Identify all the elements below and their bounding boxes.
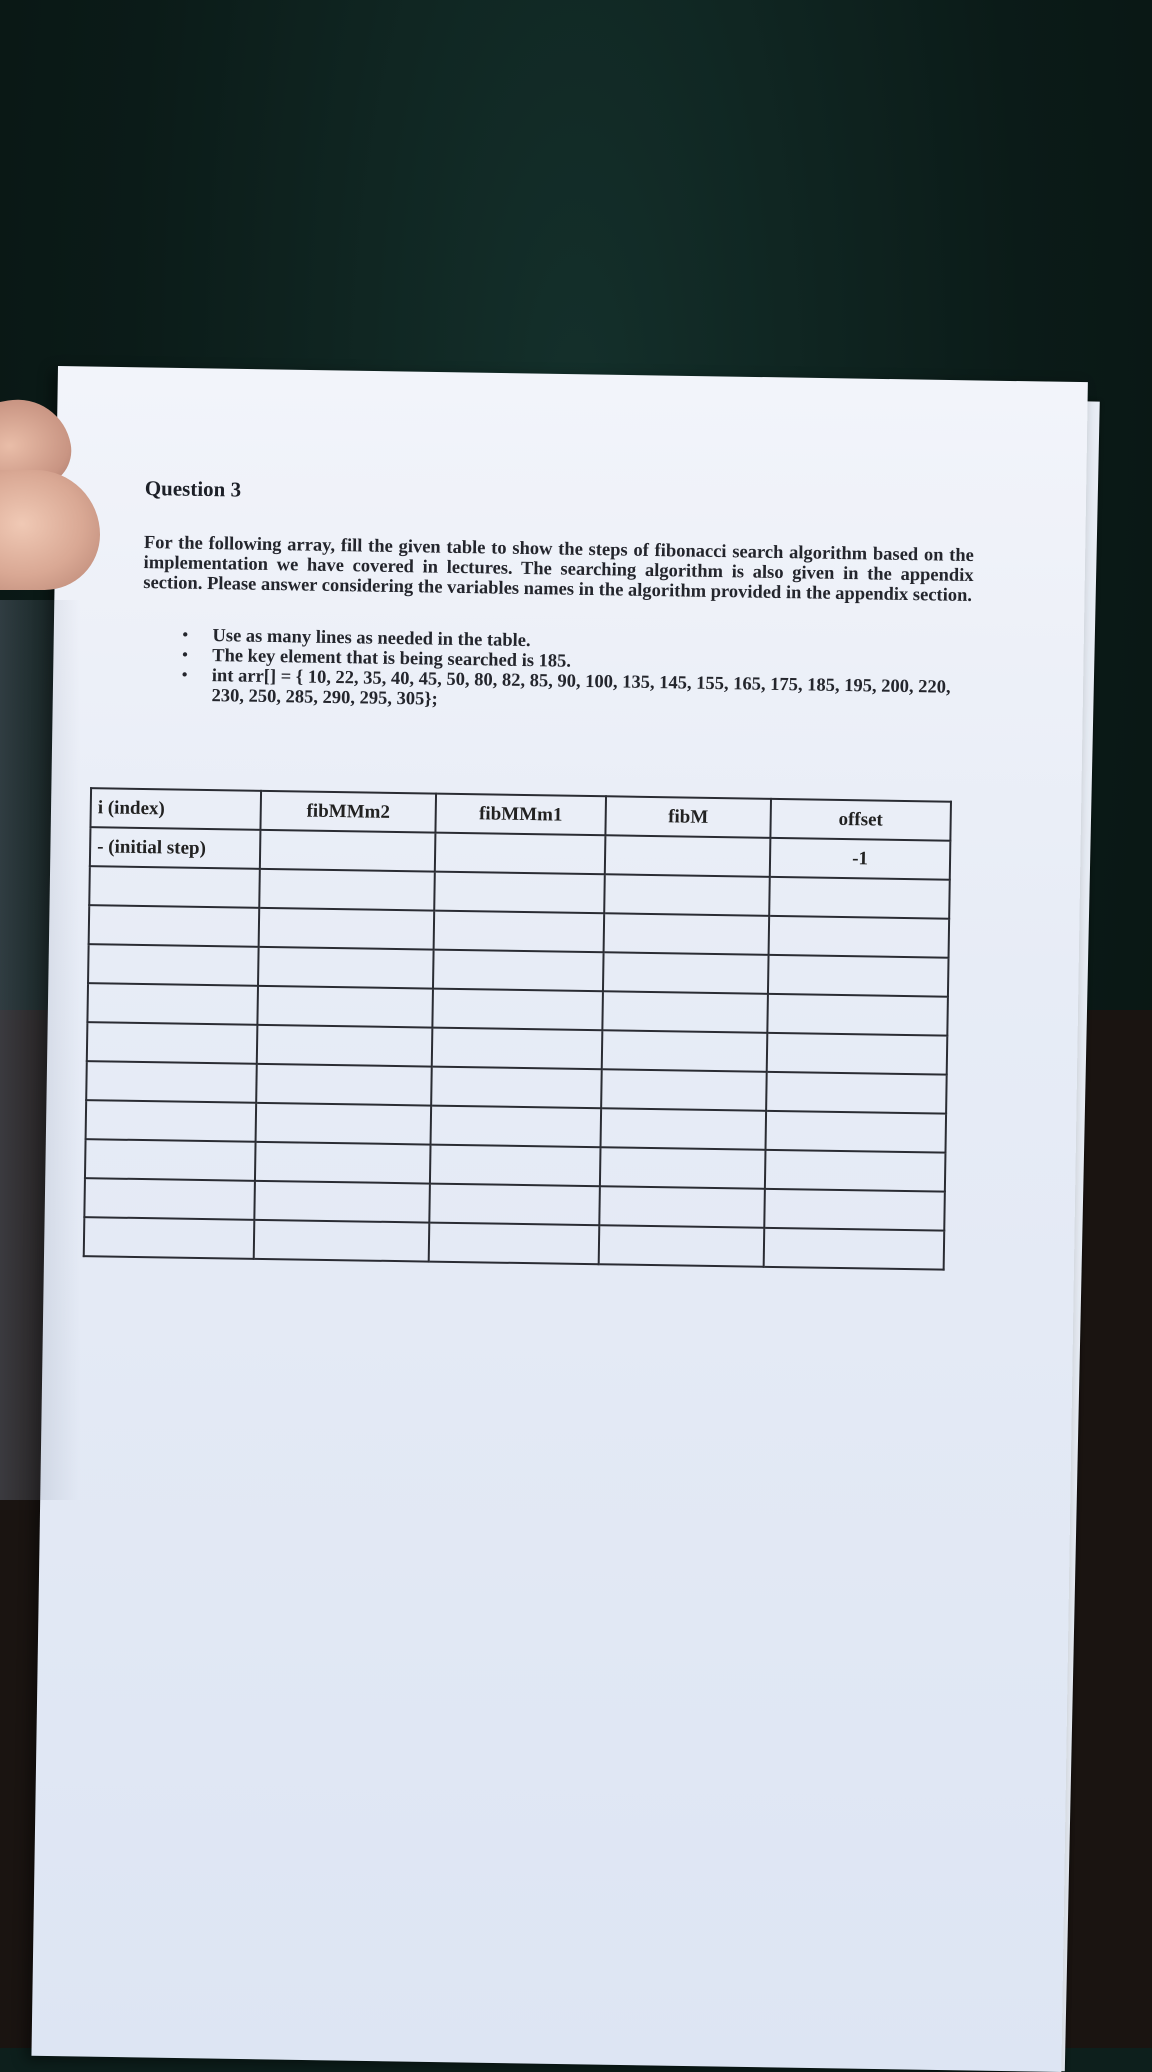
header-fibm: fibM	[605, 796, 771, 838]
table-cell[interactable]	[255, 1142, 431, 1184]
table-cell[interactable]	[84, 1178, 255, 1220]
table-cell[interactable]	[87, 1022, 258, 1064]
header-fibmmm2: fibMMm2	[260, 791, 436, 833]
table-cell[interactable]	[256, 1064, 432, 1106]
table-cell[interactable]	[605, 835, 771, 877]
table-cell[interactable]	[433, 950, 604, 992]
table-cell[interactable]	[604, 874, 770, 916]
table-cell[interactable]	[254, 1220, 430, 1262]
table-cell[interactable]	[429, 1184, 600, 1226]
table-cell[interactable]	[768, 955, 949, 997]
table-cell[interactable]	[86, 1061, 257, 1103]
table-cell[interactable]	[766, 1072, 947, 1114]
table-cell[interactable]	[600, 1147, 766, 1189]
steps-table	[83, 787, 952, 1270]
table-cell[interactable]	[257, 1025, 433, 1067]
header-index: i (index)	[90, 788, 261, 830]
table-cell[interactable]	[764, 1228, 945, 1270]
table-cell[interactable]	[432, 989, 603, 1031]
header-offset: offset	[770, 799, 951, 841]
table-cell[interactable]	[430, 1145, 601, 1187]
header-fibmmm1: fibMMm1	[435, 794, 606, 836]
table-cell[interactable]	[434, 911, 605, 953]
table-cell[interactable]	[89, 905, 260, 947]
table-cell[interactable]	[432, 1028, 603, 1070]
table-cell[interactable]	[258, 947, 434, 989]
instruction-item: • The key element that is being searched is 185.	[212, 646, 972, 678]
table-cell[interactable]	[84, 1217, 255, 1259]
table-cell[interactable]	[85, 1139, 256, 1181]
question-intro: For the following array, fill the given table to show the steps of fibonacci search algorithm based on the implementation we have covered in lectures. The searching algorithm is also given in the appendix section. Please answer considering the variables names in the algorithm provided in the appendix section.	[143, 532, 975, 607]
table-cell[interactable]	[604, 913, 770, 955]
table-cell[interactable]	[765, 1150, 946, 1192]
table-cell[interactable]	[88, 944, 259, 986]
table-cell[interactable]: -1	[770, 838, 951, 880]
table-cell[interactable]	[767, 994, 948, 1036]
table-cell[interactable]	[431, 1067, 602, 1109]
hand-shadow	[0, 600, 80, 1500]
table-cell[interactable]	[254, 1181, 430, 1223]
table-cell[interactable]	[257, 986, 433, 1028]
table-cell[interactable]	[87, 983, 258, 1025]
table-cell[interactable]	[765, 1111, 946, 1153]
table-cell[interactable]	[256, 1103, 432, 1145]
table-cell[interactable]	[603, 952, 769, 994]
table-cell[interactable]	[769, 877, 950, 919]
question-title: Question 3	[144, 476, 242, 502]
table-body	[84, 827, 951, 1269]
table-cell[interactable]	[435, 833, 606, 875]
table-cell[interactable]	[431, 1106, 602, 1148]
table-cell[interactable]	[259, 869, 435, 911]
table-cell[interactable]	[602, 1030, 768, 1072]
table-cell[interactable]	[260, 830, 436, 872]
table-cell[interactable]: - (initial step)	[90, 827, 261, 869]
table-cell[interactable]	[429, 1223, 600, 1265]
instruction-list	[141, 625, 972, 718]
table-cell[interactable]	[599, 1225, 765, 1267]
instruction-item: • Use as many lines as needed in the table.	[212, 626, 972, 658]
table-cell[interactable]	[601, 1069, 767, 1111]
table-cell[interactable]	[89, 866, 260, 908]
table-cell[interactable]	[767, 1033, 948, 1075]
question-content	[97, 476, 975, 869]
table-cell[interactable]	[602, 991, 768, 1033]
table-cell[interactable]	[769, 916, 950, 958]
table-cell[interactable]	[599, 1186, 765, 1228]
table-cell[interactable]	[259, 908, 435, 950]
table-cell[interactable]	[764, 1189, 945, 1231]
instruction-item: • int arr[] = { 10, 22, 35, 40, 45, 50, 80, 82, 85, 90, 100, 135, 145, 155, 165, 175, 185, 195, 200, 220, 230, 250, 285, 290, 295, 305};	[211, 666, 972, 718]
table-cell[interactable]	[601, 1108, 767, 1150]
table-cell[interactable]	[86, 1100, 257, 1142]
table-cell[interactable]	[434, 872, 605, 914]
